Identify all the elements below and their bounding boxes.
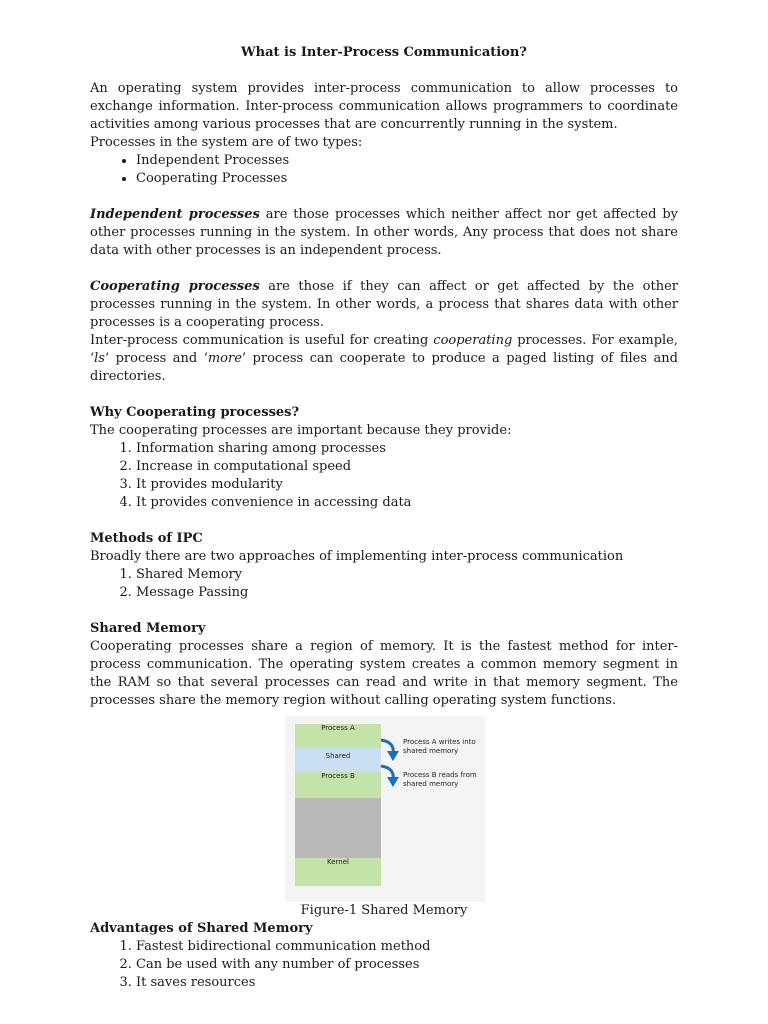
why-intro: The cooperating processes are important because they provide:: [90, 423, 512, 438]
process-a-block: Process A: [295, 724, 381, 748]
ipc-text-a: Inter-process communication is useful for creating: [90, 333, 434, 348]
advantages-list: [90, 938, 678, 992]
free-memory-block: [295, 798, 381, 858]
independent-text: are those processes which neither affect nor get affected by other processes running in the system. In other words, Any process that does not share data with other processes is an independent process.: [90, 207, 678, 258]
ipc-text-b: cooperating: [433, 333, 513, 348]
list-item: 1. Information sharing among processes: [136, 440, 678, 458]
process-b-block: Process B: [295, 772, 381, 798]
independent-term: Independent processes: [90, 207, 260, 222]
shared-memory-paragraph: Cooperating processes share a region of memory. It is the fastest method for inter-process communication. The operating system creates a common memory segment in the RAM so that several processes can read and write in that memory segment. The processes share the memory region without calling operating system functions.: [90, 639, 678, 708]
list-item: 1. Fastest bidirectional communication method: [136, 938, 678, 956]
list-item: 2. Increase in computational speed: [136, 458, 678, 476]
shared-memory-heading: Shared Memory: [90, 621, 206, 636]
types-intro: Processes in the system are of two types:: [90, 135, 363, 150]
list-item: 4. It provides convenience in accessing data: [136, 494, 678, 512]
list-item: 3. It provides modularity: [136, 476, 678, 494]
advantages-heading: Advantages of Shared Memory: [90, 921, 313, 936]
shared-memory-figure: [285, 716, 485, 902]
process-types-list: [90, 152, 678, 188]
document-body: [90, 44, 678, 992]
figure-caption: Figure-1 Shared Memory: [300, 903, 468, 918]
methods-list: [90, 566, 678, 602]
ipc-example-paragraph: [90, 332, 678, 386]
ipc-text-c: processes. For example, ‘: [90, 333, 678, 366]
list-item: 2. Can be used with any number of processes: [136, 956, 678, 974]
cooperating-term: Cooperating processes: [90, 279, 260, 294]
why-heading: Why Cooperating processes?: [90, 405, 300, 420]
why-list: [90, 440, 678, 512]
cooperating-text: are those if they can affect or get affected by the other processes running in the system. In other words, a process that shares data with other processes is a cooperating process.: [90, 279, 678, 330]
methods-heading: Methods of IPC: [90, 531, 203, 546]
list-item: 2. Message Passing: [136, 584, 678, 602]
ipc-text-f: more: [207, 351, 242, 366]
list-item: • Cooperating Processes: [136, 170, 678, 188]
process-a-note: Process A writes into shared memory: [403, 738, 476, 755]
intro-paragraph: An operating system provides inter-process communication to allow processes to exchange information. Inter-process communication allows programmers to coordinate activities among various processes that are concurrently running in the system.: [90, 81, 678, 132]
list-item: • Independent Processes: [136, 152, 678, 170]
process-b-note: Process B reads from shared memory: [403, 771, 477, 788]
shared-block: Shared: [295, 748, 381, 772]
cooperating-paragraph: [90, 278, 678, 332]
document-title: What is Inter-Process Communication?: [241, 45, 527, 60]
ipc-text-e: ’ process and ‘: [104, 351, 208, 366]
curved-arrow-icon: [378, 736, 402, 792]
independent-paragraph: [90, 206, 678, 260]
ipc-text-g: ’ process can cooperate to produce a paged listing of files and directories.: [90, 351, 678, 384]
ipc-text-d: ls: [94, 351, 105, 366]
methods-intro: Broadly there are two approaches of implementing inter-process communication: [90, 549, 624, 564]
list-item: 3. It saves resources: [136, 974, 678, 992]
list-item: 1. Shared Memory: [136, 566, 678, 584]
kernel-block: Kernel: [295, 858, 381, 886]
